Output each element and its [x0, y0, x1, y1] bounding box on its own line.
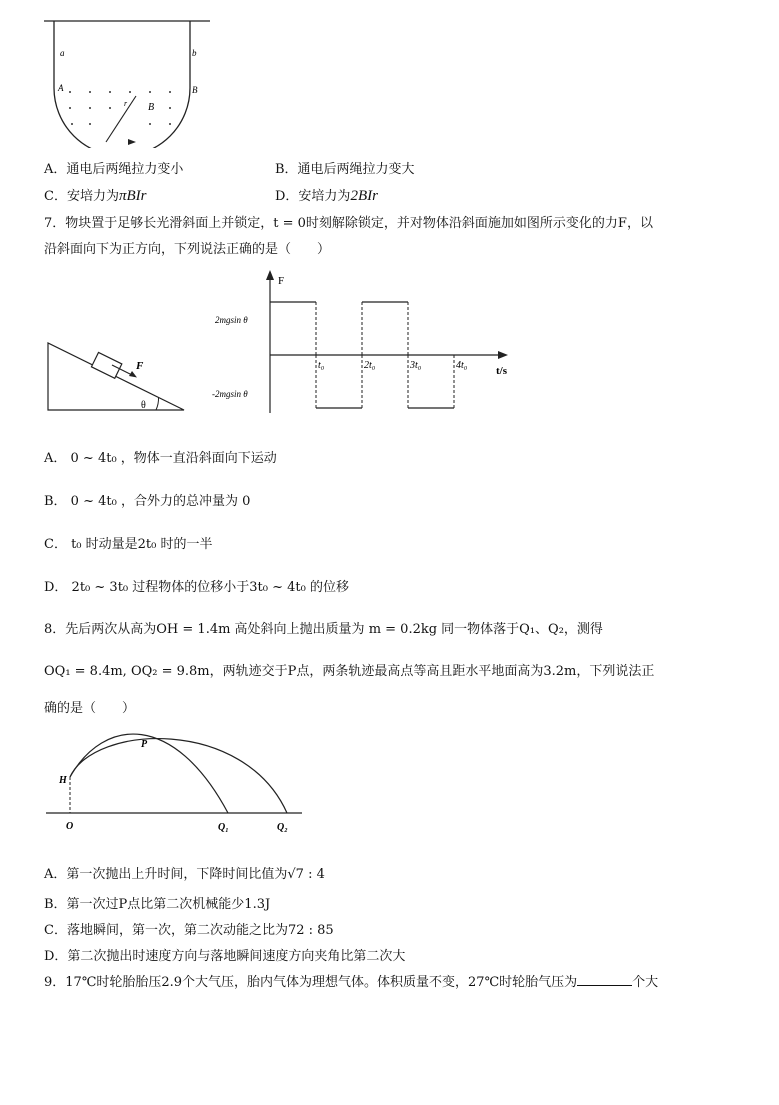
- tick-label-4: 4t₀: [456, 360, 468, 371]
- label-B-field: B: [148, 102, 155, 113]
- q8-stem-line3: 确的是（ ）: [44, 701, 136, 716]
- tick-label-2: 2t₀: [364, 360, 376, 371]
- radius-line: [106, 96, 136, 142]
- q8-option-d: D．第二次抛出时速度方向与落地瞬间速度方向夹角比第二次大: [44, 949, 406, 964]
- label-Q2: Q₂: [277, 822, 288, 833]
- q6-option-c-math: πBIr: [118, 188, 147, 204]
- q8-option-a: A．第一次抛出上升时间，下降时间比值为√7 : 4: [44, 867, 325, 882]
- label-A: A: [58, 83, 64, 93]
- q6-option-b: B．通电后两绳拉力变大: [275, 162, 415, 177]
- block: [91, 352, 121, 378]
- label-B-right: B: [192, 85, 198, 95]
- q9-stem-suffix: 个大: [632, 975, 659, 990]
- q9-stem: [44, 971, 658, 990]
- q6-option-c: [44, 185, 146, 205]
- q8-trajectory-figure: [44, 722, 304, 837]
- q7-stem-line1: 7．物块置于足够长光滑斜面上并锁定，t = 0时刻解除锁定，并对物体沿斜面施加如图所示变化的力F，以: [44, 216, 653, 231]
- q7-option-a: A． 0 ~ 4t₀ ，物体一直沿斜面向下运动: [44, 451, 277, 466]
- tick-label-3: 3t₀: [410, 360, 422, 371]
- chart-y-arrowhead: [266, 270, 274, 280]
- q6-option-c-text: C．安培力为: [44, 189, 119, 204]
- q9-stem-text: 9．17℃时轮胎胎压2.9个大气压，胎内气体为理想气体。体积质量不变，27℃时轮胎气压为: [44, 975, 578, 990]
- label-r: r: [124, 99, 128, 108]
- q7-stem-line2: 沿斜面向下为正方向，下列说法正确的是（ ）: [44, 242, 331, 257]
- chart-t-label: t/s: [496, 365, 507, 377]
- tick-label-1: t₀: [318, 360, 325, 371]
- q7-force-chart: [210, 268, 530, 418]
- label-a: a: [60, 48, 65, 58]
- answer-blank[interactable]: [577, 973, 632, 986]
- label-b: b: [192, 48, 197, 58]
- q6-option-d-math: 2BIr: [350, 188, 378, 204]
- chart-x-arrowhead: [498, 351, 508, 359]
- incline-F-label: F: [136, 360, 144, 372]
- q8-option-c: C．落地瞬间，第一次，第二次动能之比为72 : 85: [44, 923, 334, 938]
- q7-option-d: D． 2t₀ ~ 3t₀ 过程物体的位移小于3t₀ ~ 4t₀ 的位移: [44, 580, 349, 595]
- theta-arc: [156, 397, 159, 410]
- chart-neg-label: -2mgsin θ: [212, 389, 248, 399]
- trajectory-1: [70, 734, 228, 813]
- chart-F-label: F: [278, 275, 285, 287]
- q6-option-a: A．通电后两绳拉力变小: [44, 162, 184, 177]
- trajectory-2: [70, 739, 287, 813]
- current-arrow: [128, 139, 136, 145]
- incline-theta-label: θ: [141, 400, 146, 411]
- q6-option-d-text: D．安培力为: [275, 189, 351, 204]
- q8-stem-line2: OQ₁ = 8.4m, OQ₂ = 9.8m，两轨迹交于P点，两条轨迹最高点等高且距水平地面高为3.2m，下列说法正: [44, 664, 655, 679]
- label-Q1: Q₁: [218, 822, 229, 833]
- q7-option-b: B． 0 ~ 4t₀ ，合外力的总冲量为 0: [44, 494, 251, 509]
- q6-figure: [44, 18, 214, 148]
- q6-option-d: [275, 185, 378, 205]
- u-conductor: [54, 21, 190, 148]
- q7-incline-figure: [44, 335, 189, 415]
- label-H: H: [59, 775, 67, 786]
- chart-pos-label: 2mgsin θ: [215, 315, 248, 325]
- q7-option-c: C． t₀ 时动量是2t₀ 时的一半: [44, 537, 213, 552]
- q8-option-b: B．第一次过P点比第二次机械能少1.3J: [44, 897, 271, 912]
- label-O: O: [66, 821, 74, 832]
- label-P: P: [141, 739, 148, 750]
- q8-stem-line1: 8．先后两次从高为OH = 1.4m 高处斜向上抛出质量为 m = 0.2kg 同一物体落于Q₁、Q₂，测得: [44, 622, 603, 637]
